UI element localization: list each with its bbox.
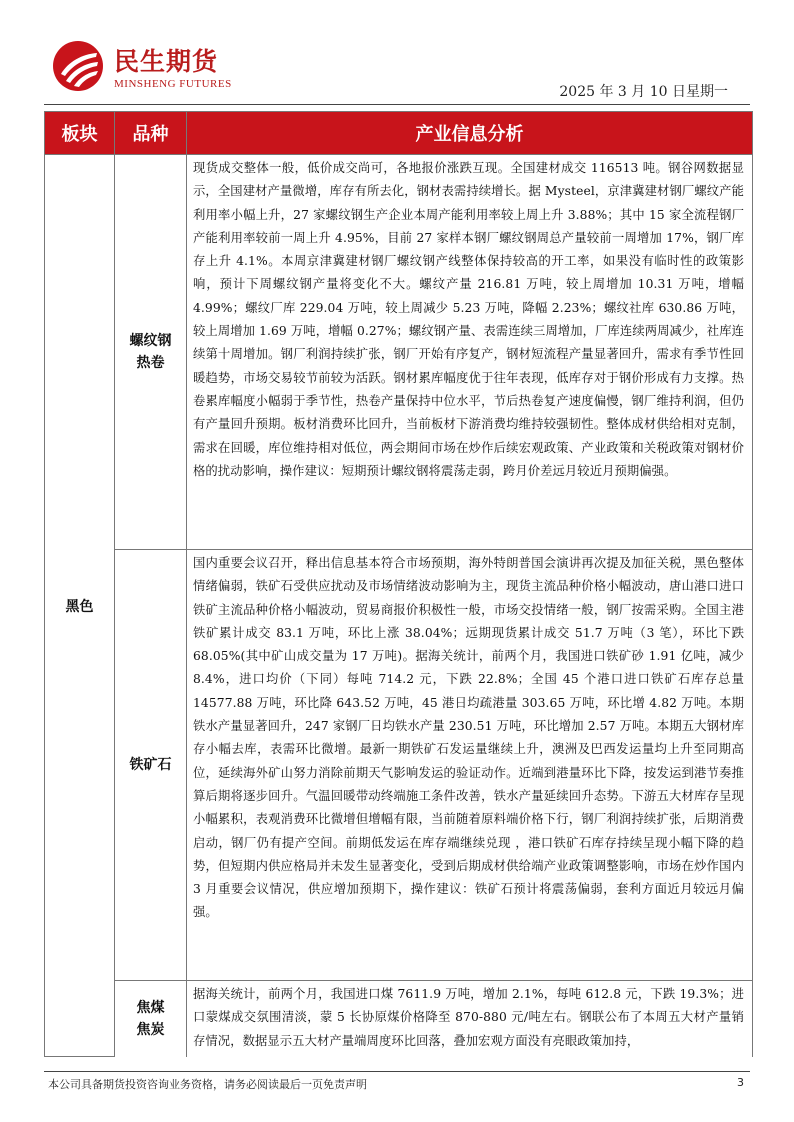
variety-cell-iron-ore — [115, 550, 187, 981]
minsheng-logo-icon — [52, 40, 104, 92]
table-row — [45, 981, 753, 1057]
header-analysis: 产业信息分析 — [187, 112, 753, 155]
variety-label: 焦煤 — [136, 1000, 165, 1016]
table-header-row — [45, 112, 753, 155]
brand-name-en: MINSHENG FUTURES — [114, 78, 232, 90]
sector-cell: 黑色 — [45, 155, 115, 1057]
brand-name-cn: 民生期货 — [114, 47, 219, 76]
header-variety: 品种 — [115, 112, 187, 155]
footer-disclaimer: 本公司具备期货投资咨询业务资格，请务必阅读最后一页免责声明 — [48, 1078, 367, 1091]
footer-divider — [44, 1071, 750, 1072]
variety-cell-rebar — [115, 155, 187, 550]
variety-label: 焦炭 — [136, 1022, 165, 1038]
table-row — [45, 550, 753, 981]
header-sector: 板块 — [45, 112, 115, 155]
header-divider — [44, 104, 750, 105]
report-date: 2025 年 3 月 10 日星期一 — [559, 84, 728, 100]
variety-cell-coking-coal — [115, 981, 187, 1057]
analysis-cell-iron-ore: 国内重要会议召开，释出信息基本符合市场预期，海外特朗普国会演讲再次提及加征关税，黑色整体情绪偏弱，铁矿石受供应扰动及市场情绪波动影响为主，现货主流品种价格小幅波动，唐山港口进口铁矿主流品种价格小幅波动，贸易商报价积极性一般，市场交投情绪一般，钢厂按需采购。全国主港铁矿累计成交 83.1 万吨，环比上涨 38.04%；远期现货累计成交 51.7 万吨（3 笔），环比下跌 68.05%(其中矿山成交量为 17 万吨)。据海关统计，前两个月，我国进口铁矿砂 1.91 亿吨，减少 8.4%，进口均价（下同）每吨 714.2 元，下跌 22.8%；全国 45 个港口进口铁矿石库存总量 14577.88 万吨，环比降 643.52 万吨，45 港日均疏港量 303.65 万吨，环比增 4.82 万吨。本期铁水产量显著回升，247 家钢厂日均铁水产量 230.51 万吨，环比增加 2.57 万吨。本期五大钢材库存小幅去库，表需环比微增。最新一期铁矿石发运量继续上升，澳洲及巴西发运量均上升至同期高位，延续海外矿山努力消除前期天气影响发运的验证动作。近端到港量环比下降，按发运到港节奏推算后期将逐步回升。气温回暖带动终端施工条件改善，铁水产量延续回升态势。下游五大材库存呈现小幅累积，表观消费环比微增但增幅有限，当前随着原料端价格下行，钢厂利润持续扩张，后期消费启动，钢厂仍有提产空间。前期低发运在库存端继续兑现 ，港口铁矿石库存持续呈现小幅下降的趋势，但短期内供应格局并未发生显著变化，受到后期成材供给端产业政策调整影响，市场在炒作国内 3 月重要会议情况，供应增加预期下，操作建议：铁矿石预计将震荡偏弱，套利方面近月较远月偏强。 — [187, 550, 753, 981]
page-header — [0, 0, 794, 104]
table-row — [45, 155, 753, 550]
analysis-cell-rebar: 现货成交整体一般，低价成交尚可，各地报价涨跌互现。全国建材成交 116513 吨。钢谷网数据显示，全国建材产量微增，库存有所去化，钢材表需持续增长。据 Mysteel，京津冀建材钢厂螺纹产能利用率小幅上升，27 家螺纹钢生产企业本周产能利用率较上周上升 3.88%；其中 15 家全流程钢厂产能利用率较前一周上升 4.95%，目前 27 家样本钢厂螺纹钢周总产量较前一周增加 17%，钢厂库存上升 4.1%。本周京津冀建材钢厂螺纹钢产线整体保持较高的开工率，如果没有临时性的政策影响，预计下周螺纹钢产量将变化不大。螺纹产量 216.81 万吨，较上周增加 10.31 万吨，增幅 4.99%；螺纹厂库 229.04 万吨，较上周减少 5.23 万吨，降幅 2.23%；螺纹社库 630.86 万吨，较上周增加 1.69 万吨，增幅 0.27%；螺纹钢产量、表需连续三周增加，厂库连续两周减少，社库连续第十周增加。钢厂利润持续扩张，钢厂开始有序复产，钢材短流程产量显著回升，需求有季节性回暖趋势，市场交易较节前较为活跃。钢材累库幅度优于往年表现，低库存对于钢价形成有力支撑。热卷累库幅度小幅弱于季节性，热卷产量保持中位水平，节后热卷复产速度偏慢，钢厂维持利润，但仍有产量回升预期。板材消费环比回升，当前板材下游消费均维持较强韧性。整体成材供给相对克制，需求在回暖，库位维持相对低位，两会期间市场在炒作后续宏观政策、产业政策和关税政策对钢材价格的扰动影响，操作建议：短期预计螺纹钢将震荡走弱，跨月价差远月较近月预期偏强。 — [187, 155, 753, 550]
industry-analysis-table — [44, 111, 753, 1057]
variety-label: 螺纹钢 — [129, 333, 172, 349]
page-number: 3 — [737, 1076, 744, 1089]
variety-label: 铁矿石 — [129, 757, 172, 773]
variety-label: 热卷 — [136, 355, 165, 371]
analysis-cell-coking-coal: 据海关统计，前两个月，我国进口煤 7611.9 万吨，增加 2.1%，每吨 612.8 元，下跌 19.3%；进口蒙煤成交氛围清淡，蒙 5 长协原煤价格降至 870-880 元/吨左右。钢联公布了本周五大材产量销存情况，数据显示五大材产量端周度环比回落，叠加宏观方面没有亮眼政策加持， — [187, 981, 753, 1057]
